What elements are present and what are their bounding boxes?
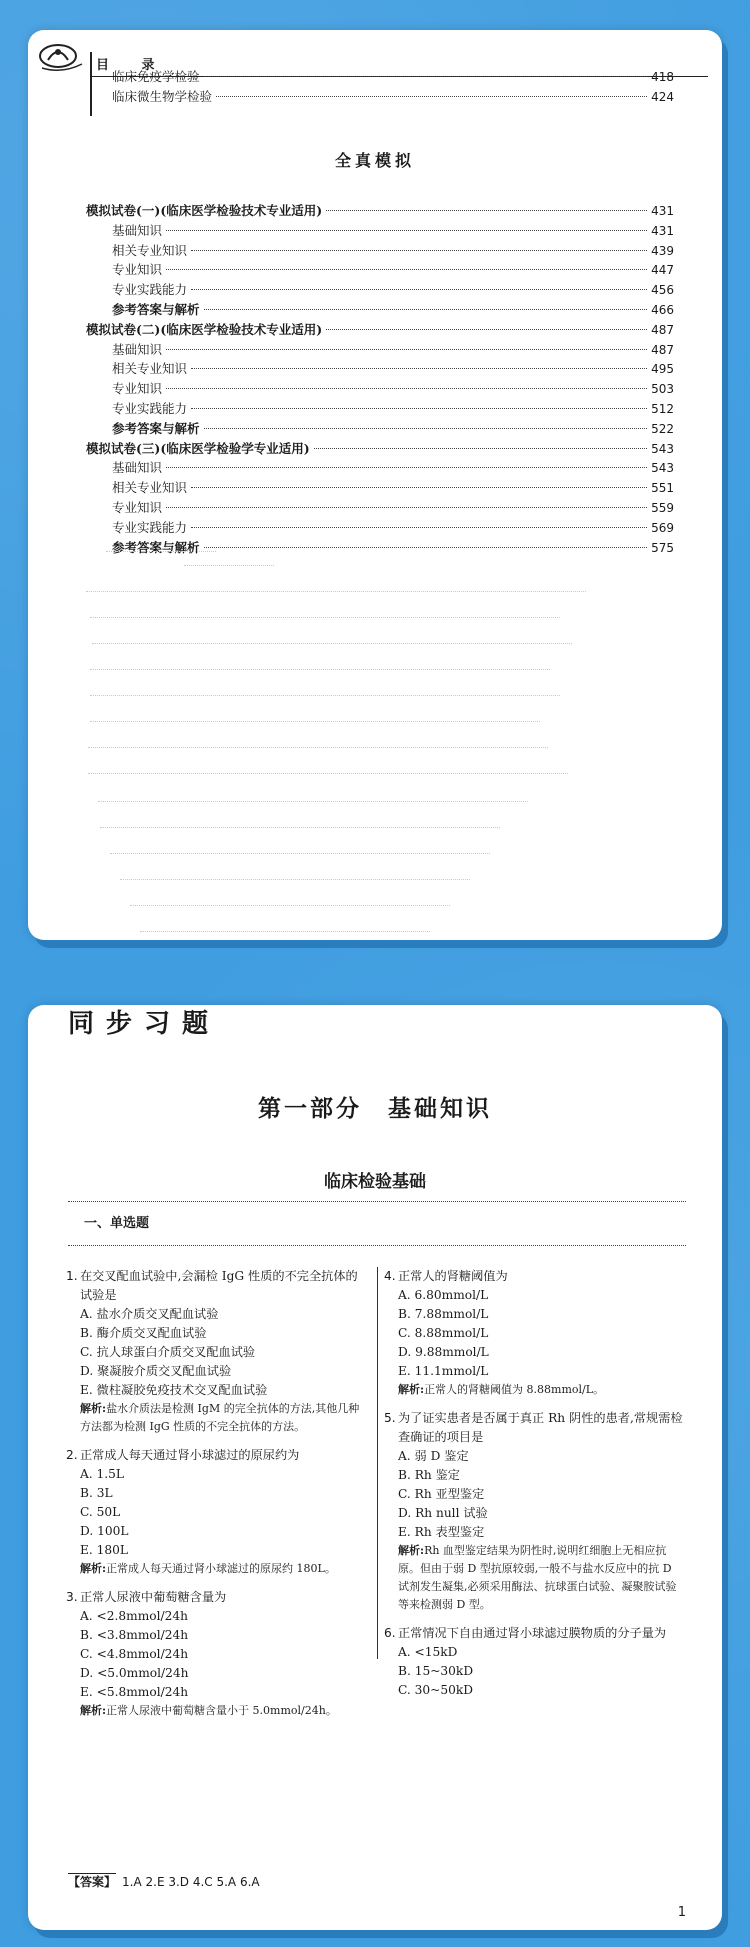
toc-entry-exam (86, 202, 674, 220)
part-title: 第一部分 基础知识 (258, 1095, 492, 1122)
subsection-title: 一、单选题 (84, 1216, 150, 1231)
toc-entry-label: 临床免疫学检验 (112, 69, 200, 84)
answer-option: D. 聚凝胺介质交叉配血试验 (80, 1364, 232, 1378)
question-analysis (66, 1400, 366, 1436)
toc-entry-label: 参考答案与解析 (112, 420, 200, 436)
toc-entry-label: 基础知识 (112, 222, 163, 238)
toc-entry (112, 88, 674, 106)
leader-dots (191, 408, 647, 409)
question (384, 1267, 684, 1399)
toc-entry (112, 261, 674, 279)
toc-entry-label: 专业知识 (112, 381, 163, 397)
question-number: 4. (384, 1269, 396, 1283)
leader-dots (204, 309, 648, 310)
answer-key-values: 1.A 2.E 3.D 4.C 5.A 6.A (122, 1875, 260, 1889)
toc-entry (112, 68, 674, 86)
question-analysis (66, 1702, 366, 1720)
leader-dots (191, 487, 647, 488)
leader-dots (204, 547, 648, 548)
question-stem (66, 1446, 366, 1465)
publisher-logo-icon (36, 38, 88, 74)
answer-option: D. 9.88mmol/L (398, 1345, 489, 1359)
answer-option: A. 弱 D 鉴定 (398, 1449, 469, 1463)
toc-entry-page: 418 (651, 70, 674, 84)
toc-entry (112, 281, 674, 299)
analysis-label: 解析: (80, 1704, 107, 1717)
question (384, 1624, 684, 1700)
leader-dots (191, 250, 647, 251)
answer-option: B. Rh 鉴定 (398, 1468, 460, 1482)
question-text: 正常人的肾糖阈值为 (398, 1269, 508, 1283)
answer-option: C. <4.8mmol/24h (80, 1647, 189, 1661)
toc-entry (112, 341, 674, 359)
toc-entry (112, 242, 674, 260)
leader-dots (166, 467, 647, 468)
page-number: 1 (677, 1905, 686, 1920)
answer-option: E. <5.8mmol/24h (80, 1685, 189, 1699)
question-text: 正常成人每天通过肾小球滤过的原尿约为 (80, 1448, 300, 1462)
analysis-label: 解析: (80, 1402, 107, 1415)
leader-dots (204, 428, 648, 429)
toc-entry-label: 专业实践能力 (112, 519, 188, 535)
analysis-text: 正常人尿液中葡萄糖含量小于 5.0mmol/24h。 (106, 1704, 337, 1717)
question-number: 6. (384, 1626, 396, 1640)
toc-entry-label: 专业知识 (112, 262, 163, 278)
leader-dots (314, 448, 647, 449)
answer-option: A. 6.80mmol/L (398, 1288, 489, 1302)
question-analysis (384, 1381, 684, 1399)
question-stem (66, 1267, 366, 1305)
analysis-text: Rh 血型鉴定结果为阴性时,说明红细胞上无相应抗原。但由于弱 D 型抗原较弱,一般不与盐水反应中的抗 D 试剂发生凝集,必须采用酶法、抗球蛋白试验、凝聚胺试验等来检测弱 D 型。 (398, 1544, 677, 1611)
toc-entry-label: 基础知识 (112, 341, 163, 357)
toc-entry-page: 522 (651, 421, 674, 436)
analysis-text: 正常成人每天通过肾小球滤过的原尿约 180L。 (106, 1562, 336, 1575)
toc-entry (112, 380, 674, 398)
answer-option: C. 30~50kD (398, 1683, 474, 1697)
toc-entry-label: 专业实践能力 (112, 401, 188, 416)
answer-option: A. <15kD (398, 1645, 458, 1659)
question (66, 1267, 366, 1436)
header-bar (90, 52, 92, 76)
toc-entry-page: 551 (651, 481, 674, 496)
answer-option: A. 1.5L (80, 1467, 125, 1481)
toc-entry (112, 360, 674, 378)
answer-option: D. Rh null 试验 (398, 1506, 488, 1520)
analysis-text: 正常人的肾糖阈值为 8.88mmol/L。 (424, 1383, 605, 1396)
leader-dots (166, 230, 647, 231)
toc-entry (112, 222, 674, 240)
toc-entry (112, 459, 674, 477)
toc-entry-label: 模拟试卷(二)(临床医学检验技术专业适用) (86, 321, 323, 337)
question-stem (384, 1267, 684, 1286)
question-text: 正常情况下自由通过肾小球滤过膜物质的分子量为 (398, 1626, 667, 1640)
answer-option: B. 3L (80, 1486, 113, 1500)
answer-option: D. 100L (80, 1524, 129, 1538)
leader-dots (166, 349, 647, 350)
toc-entry (112, 400, 674, 418)
toc-page (28, 30, 722, 940)
analysis-text: 盐水介质法是检测 IgM 的完全抗体的方法,其他几种方法都为检测 IgG 性质的不完全抗体的方法。 (80, 1402, 360, 1433)
question (66, 1588, 366, 1720)
question-stem (384, 1409, 684, 1447)
question-analysis (66, 1560, 366, 1578)
answer-option: C. 8.88mmol/L (398, 1326, 489, 1340)
toc-entry-page: 512 (651, 402, 674, 416)
toc-entry-label: 专业实践能力 (112, 282, 188, 298)
toc-entry-page: 569 (651, 520, 674, 535)
answer-option: A. <2.8mmol/24h (80, 1609, 188, 1623)
answer-option: E. 180L (80, 1543, 129, 1557)
leader-dots (204, 76, 648, 77)
question-analysis (384, 1542, 684, 1614)
toc-entry (112, 499, 674, 517)
toc-entry-page: 487 (651, 322, 674, 337)
toc-entry-page: 456 (651, 283, 674, 298)
toc-entry-answers (112, 420, 674, 438)
questions-right-column (384, 1267, 684, 1710)
question-text: 正常人尿液中葡萄糖含量为 (80, 1590, 227, 1604)
header-title: 目 录 (96, 58, 169, 73)
toc-entry-page: 503 (651, 382, 674, 397)
toc-entry-label: 参考答案与解析 (112, 302, 200, 317)
answer-key-label: 【答案】 (68, 1875, 117, 1889)
chapter-title: 临床检验基础 (324, 1172, 426, 1192)
toc-entry-page: 431 (651, 223, 674, 238)
toc-entry-label: 相关专业知识 (112, 361, 188, 377)
analysis-label: 解析: (398, 1383, 425, 1396)
questions-left-column (66, 1267, 366, 1730)
column-divider (377, 1267, 378, 1659)
faded-bleed-through (28, 550, 722, 940)
toc-entry-page: 424 (651, 89, 674, 104)
question-stem (66, 1588, 366, 1607)
leader-dots (191, 368, 647, 369)
answer-option: C. 50L (80, 1505, 121, 1519)
question-text: 为了证实患者是否属于真正 Rh 阴性的患者,常规需检查确证的项目是 (398, 1411, 683, 1444)
divider-line (68, 1201, 686, 1202)
toc-entry-exam (86, 321, 674, 339)
header-bar (90, 76, 92, 116)
leader-dots (191, 527, 647, 528)
toc-entry-label: 基础知识 (112, 460, 163, 476)
toc-entry-exam (86, 440, 674, 458)
toc-entry-answers (112, 301, 674, 319)
question-number: 5. (384, 1411, 396, 1425)
toc-entry-page: 447 (651, 263, 674, 278)
answer-option: B. 15~30kD (398, 1664, 474, 1678)
answer-option: A. 盐水介质交叉配血试验 (80, 1307, 219, 1321)
question (66, 1446, 366, 1578)
question-stem (384, 1624, 684, 1643)
toc-entry-page: 543 (651, 461, 674, 476)
answer-option: E. 11.1mmol/L (398, 1364, 489, 1378)
toc-entry-page: 487 (651, 342, 674, 357)
toc-entry-page: 439 (651, 243, 674, 258)
answer-option: D. <5.0mmol/24h (80, 1666, 189, 1680)
toc-entry (112, 479, 674, 497)
toc-entry-page: 495 (651, 362, 674, 377)
question (384, 1409, 684, 1614)
leader-dots (326, 329, 647, 330)
toc-entry-page: 431 (651, 204, 674, 218)
question-number: 1. (66, 1269, 78, 1283)
toc-entry-label: 专业知识 (112, 500, 163, 515)
section-heading: 全真模拟 (334, 151, 415, 170)
leader-dots (216, 96, 647, 97)
answer-option: E. 微柱凝胶免疫技术交叉配血试验 (80, 1383, 268, 1397)
leader-dots (166, 269, 647, 270)
analysis-label: 解析: (398, 1544, 425, 1557)
toc-entry-page: 575 (651, 540, 674, 555)
leader-dots (166, 507, 647, 508)
toc-entry (112, 519, 674, 537)
answer-option: B. <3.8mmol/24h (80, 1628, 189, 1642)
leader-dots (166, 388, 647, 389)
divider-line (68, 1245, 686, 1246)
exercise-page (28, 1005, 722, 1930)
analysis-label: 解析: (80, 1562, 107, 1575)
toc-entry-label: 模拟试卷(一)(临床医学检验技术专业适用) (86, 203, 323, 218)
question-number: 2. (66, 1448, 78, 1462)
toc-entry-label: 相关专业知识 (112, 242, 188, 258)
answer-option: C. Rh 亚型鉴定 (398, 1487, 485, 1501)
leader-dots (191, 289, 647, 290)
toc-entry-label: 参考答案与解析 (112, 539, 200, 555)
leader-dots (326, 210, 647, 211)
toc-entry-page: 559 (651, 501, 674, 515)
answer-option: B. 7.88mmol/L (398, 1307, 489, 1321)
answer-key (68, 1873, 260, 1890)
toc-entry-label: 模拟试卷(三)(临床医学检验学专业适用) (86, 440, 310, 456)
toc-entry-page: 543 (651, 441, 674, 456)
page-top-title: 同步习题 (68, 1009, 221, 1039)
answer-option: E. Rh 表型鉴定 (398, 1525, 485, 1539)
toc-entry-page: 466 (651, 303, 674, 317)
toc-entry-label: 临床微生物学检验 (112, 88, 213, 104)
question-text: 在交叉配血试验中,会漏检 IgG 性质的不完全抗体的试验是 (80, 1269, 358, 1302)
question-number: 3. (66, 1590, 78, 1604)
answer-option: C. 抗人球蛋白介质交叉配血试验 (80, 1345, 256, 1359)
answer-option: B. 酶介质交叉配血试验 (80, 1326, 207, 1340)
toc-entry-label: 相关专业知识 (112, 480, 188, 496)
